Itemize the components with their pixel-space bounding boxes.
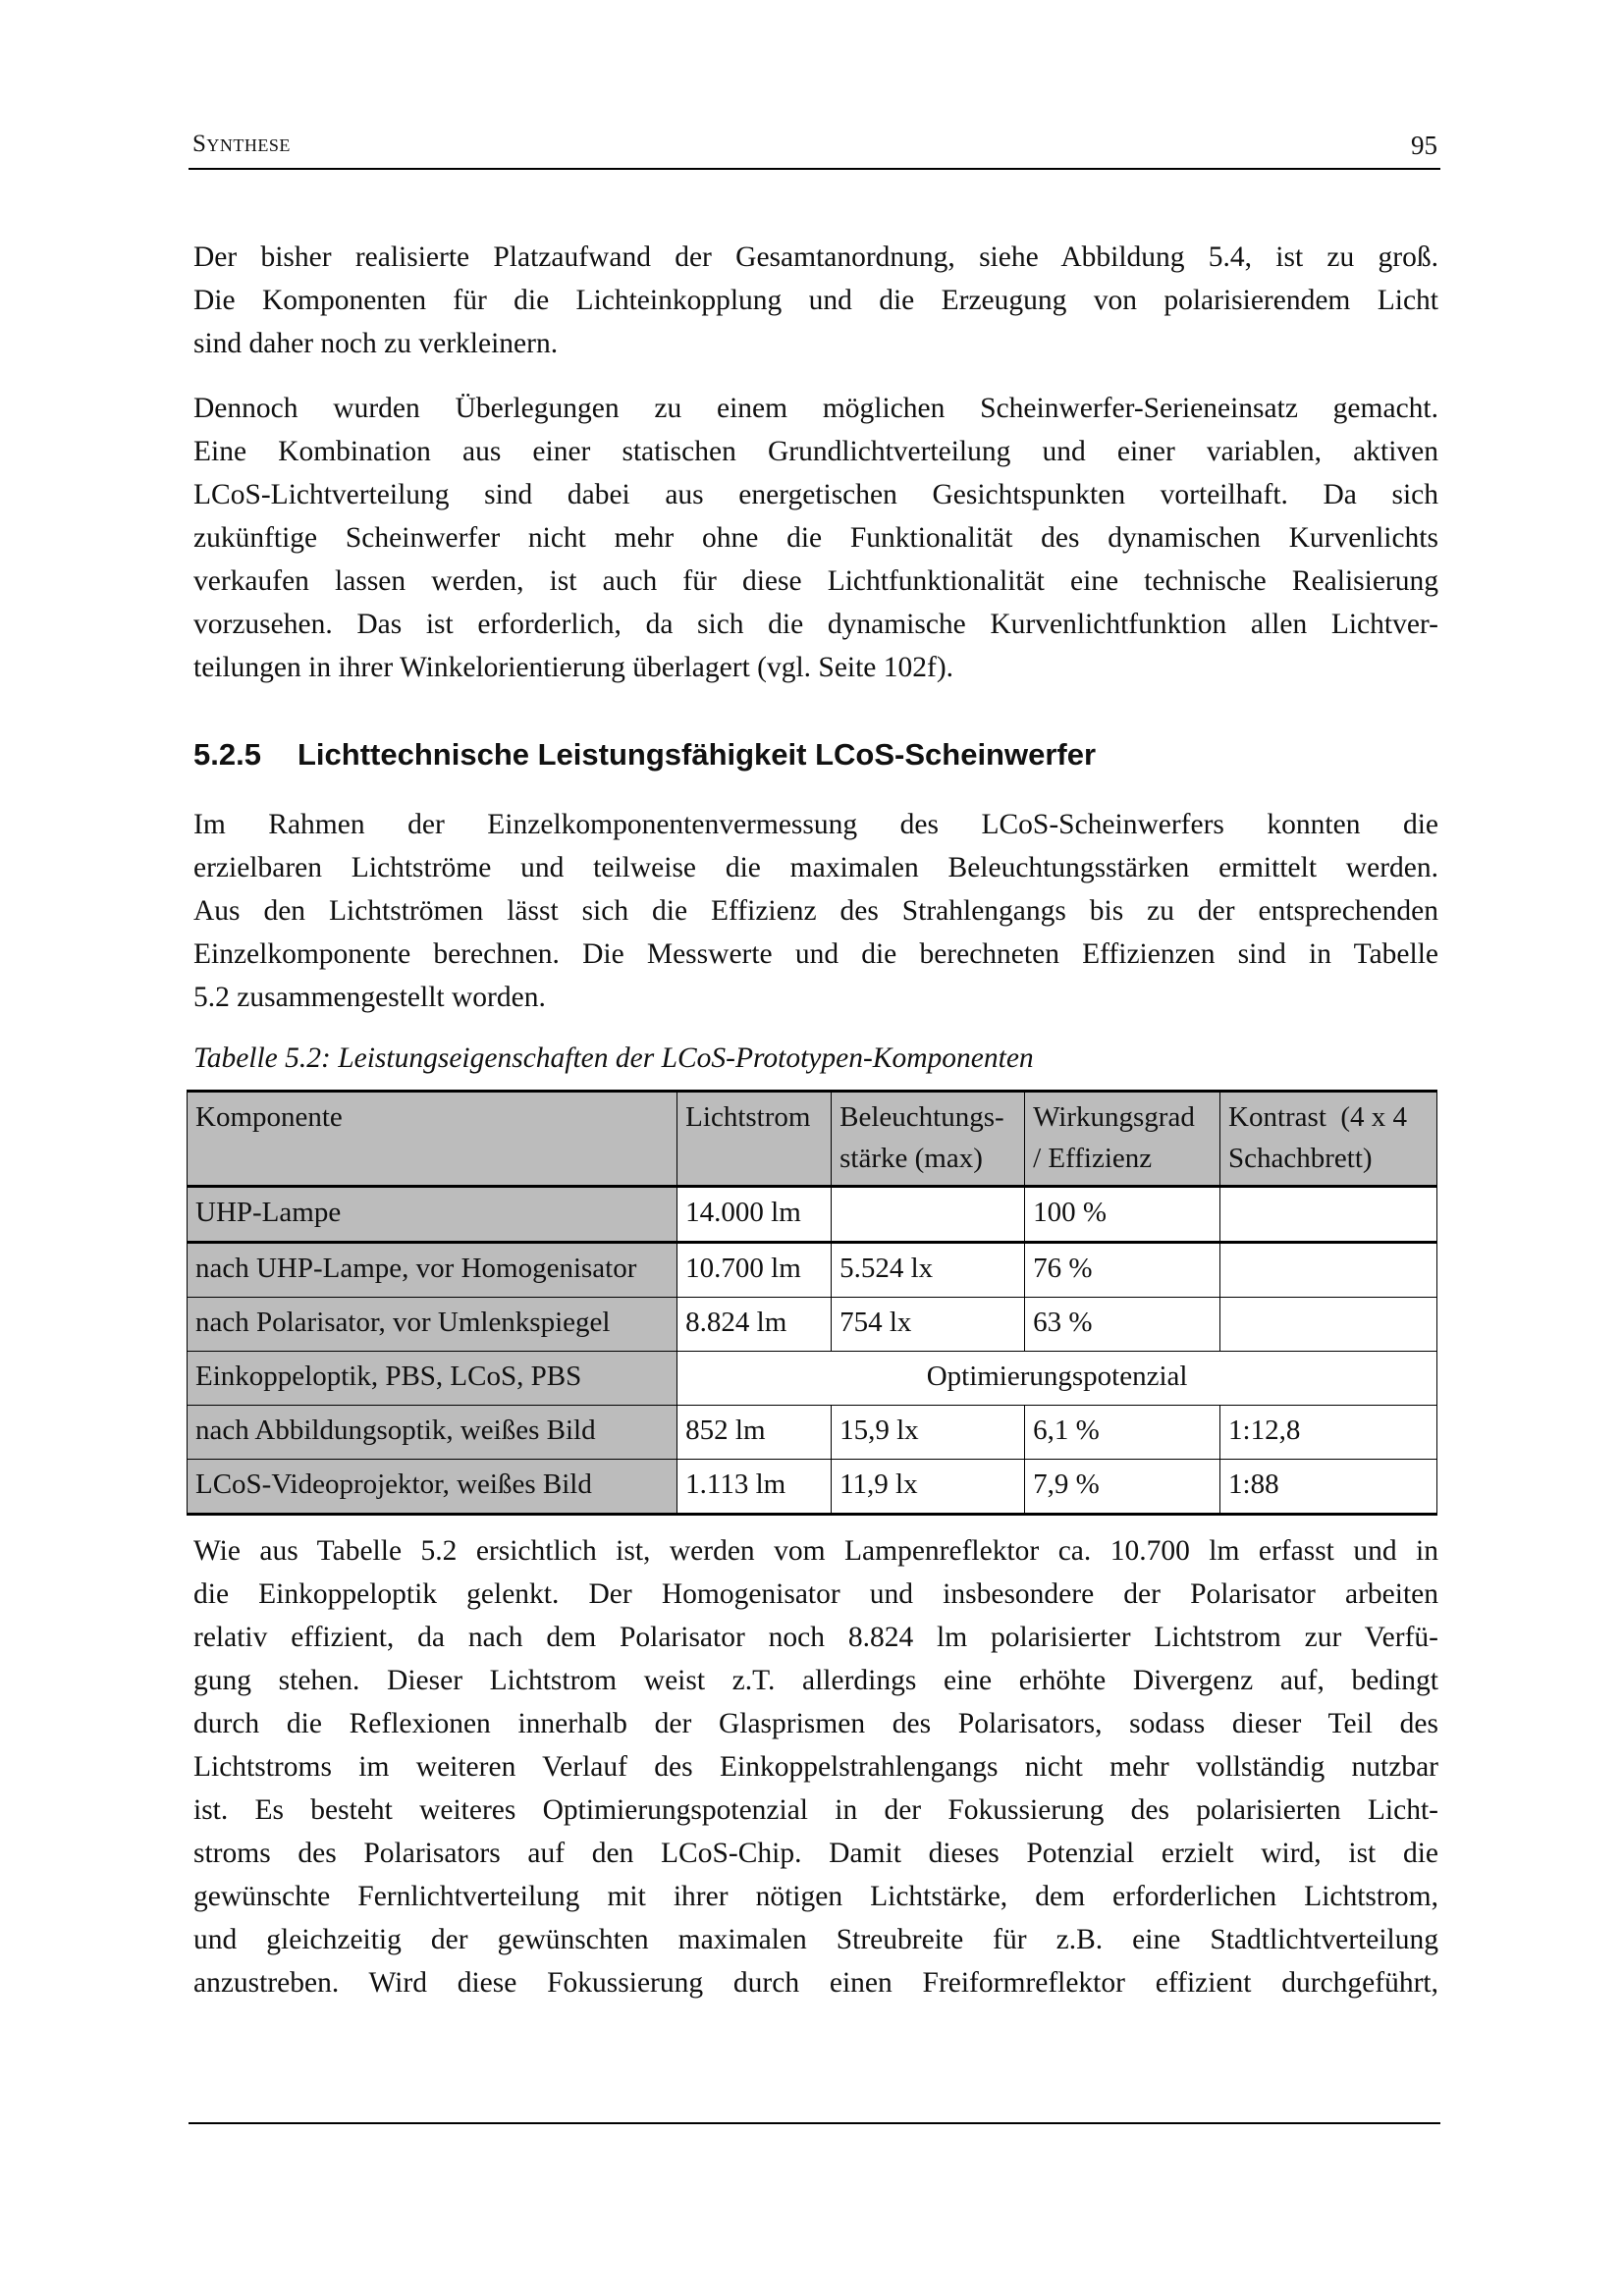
text-line: Aus den Lichtströmen lässt sich die Effizienz des Strahlengangs bis zu der entsprechenden [193,895,1438,927]
section-title: Lichttechnische Leistungsfähigkeit LCoS-Scheinwerfer [298,737,1097,772]
text-line: die Einkoppeloptik gelenkt. Der Homogenisator und insbesondere der Polarisator arbeiten [193,1578,1438,1610]
text-line: zukünftige Scheinwerfer nicht mehr ohne die Funktionalität des dynamischen Kurvenlichts [193,522,1438,554]
text-line: gewünschte Fernlichtverteilung mit ihrer nötigen Lichtstärke, dem erforderlichen Lichtstrom, [193,1881,1438,1912]
table-row [188,1187,1437,1243]
cell-komponente: nach UHP-Lampe, vor Homogenisator [188,1243,677,1298]
text-line: durch die Reflexionen innerhalb der Glasprismen des Polarisators, sodass dieser Teil des [193,1708,1438,1739]
text-line: Wie aus Tabelle 5.2 ersichtlich ist, werden vom Lampenreflektor ca. 10.700 lm erfasst und in [193,1535,1438,1567]
footer-rule [189,2122,1440,2124]
text-line: Lichtstroms im weiteren Verlauf des Einkoppelstrahlengangs nicht mehr vollständig nutzbar [193,1751,1438,1783]
text-line: relativ effizient, da nach dem Polarisator noch 8.824 lm polarisierter Lichtstrom zur Verfü- [193,1622,1438,1653]
cell-beleuchtung [832,1187,1025,1243]
cell-kontrast [1220,1243,1437,1298]
header-text: Schachbrett) [1228,1143,1373,1174]
cell-lichtstrom: 852 lm [677,1406,832,1460]
chapter-title: Synthese [192,131,291,157]
text-line: anzustreben. Wird diese Fokussierung durch einen Freiformreflektor effizient durchgeführt, [193,1967,1438,1999]
text-line: teilungen in ihrer Winkelorientierung überlagert (vgl. Seite 102f). [193,652,954,683]
header-text: Kontrast (4 x 4 [1228,1101,1408,1133]
header-rule [189,168,1440,170]
paragraph-1 [193,236,1438,365]
text-line: gung stehen. Dieser Lichtstrom weist z.T. allerdings eine erhöhte Divergenz auf, bedingt [193,1665,1438,1696]
text-line: Der bisher realisierte Platzaufwand der Gesamtanordnung, siehe Abbildung 5.4, ist zu groß. [193,241,1438,273]
cell-kontrast [1220,1298,1437,1352]
text-line: verkaufen lassen werden, ist auch für diese Lichtfunktionalität eine technische Realisierung [193,565,1438,597]
header-kontrast [1220,1092,1437,1187]
header-wirkungsgrad [1025,1092,1220,1187]
cell-beleuchtung: 11,9 lx [832,1460,1025,1515]
table-row [188,1406,1437,1460]
text-line: Einzelkomponente berechnen. Die Messwerte und die berechneten Effizienzen sind in Tabelle [193,938,1438,970]
header-lichtstrom: Lichtstrom [677,1092,832,1187]
cell-komponente: nach Abbildungsoptik, weißes Bild [188,1406,677,1460]
table-row [188,1352,1437,1406]
cell-lichtstrom: 8.824 lm [677,1298,832,1352]
header-komponente: Komponente [188,1092,677,1187]
text-line: Im Rahmen der Einzelkomponentenvermessung des LCoS-Scheinwerfers konnten die [193,809,1438,840]
text-line: Die Komponenten für die Lichteinkopplung und die Erzeugung von polarisierendem Licht [193,285,1438,316]
header-text: Wirkungsgrad [1033,1101,1195,1133]
text-line: Eine Kombination aus einer statischen Grundlichtverteilung und einer variablen, aktiven [193,436,1438,467]
text-line: und gleichzeitig der gewünschten maximalen Streubreite für z.B. eine Stadtlichtverteilung [193,1924,1438,1955]
cell-komponente: Einkoppeloptik, PBS, LCoS, PBS [188,1352,677,1406]
cell-komponente: LCoS-Videoprojektor, weißes Bild [188,1460,677,1515]
header-text: / Effizienz [1033,1143,1153,1174]
paragraph-2 [193,387,1438,689]
cell-wirkung: 63 % [1025,1298,1220,1352]
table-row [188,1460,1437,1515]
text-line: ist. Es besteht weiteres Optimierungspotenzial in der Fokussierung des polarisierten Licht- [193,1794,1438,1826]
text-line: Dennoch wurden Überlegungen zu einem möglichen Scheinwerfer-Serieneinsatz gemacht. [193,393,1438,424]
cell-lichtstrom: 14.000 lm [677,1187,832,1243]
cell-komponente: UHP-Lampe [188,1187,677,1243]
cell-beleuchtung: 754 lx [832,1298,1025,1352]
text-line: stroms des Polarisators auf den LCoS-Chip. Damit dieses Potenzial erzielt wird, ist die [193,1838,1438,1869]
page-number: 95 [1411,131,1437,160]
table-row [188,1298,1437,1352]
paragraph-3 [193,803,1438,1019]
cell-wirkung: 7,9 % [1025,1460,1220,1515]
cell-wirkung: 76 % [1025,1243,1220,1298]
cell-merged-note: Optimierungspotenzial [677,1352,1437,1406]
performance-table [187,1090,1437,1516]
text-line: LCoS-Lichtverteilung sind dabei aus energetischen Gesichtspunkten vorteilhaft. Da sich [193,479,1438,510]
cell-kontrast [1220,1187,1437,1243]
text-line: vorzusehen. Das ist erforderlich, da sich die dynamische Kurvenlichtfunktion allen Lichtver- [193,609,1438,640]
section-number: 5.2.5 [193,737,261,772]
paragraph-4 [193,1529,1438,2004]
text-line: sind daher noch zu verkleinern. [193,328,559,359]
cell-komponente: nach Polarisator, vor Umlenkspiegel [188,1298,677,1352]
cell-kontrast: 1:88 [1220,1460,1437,1515]
cell-lichtstrom: 1.113 lm [677,1460,832,1515]
cell-kontrast: 1:12,8 [1220,1406,1437,1460]
header-beleuchtungsstaerke [832,1092,1025,1187]
table-header-row [188,1092,1437,1187]
cell-wirkung: 6,1 % [1025,1406,1220,1460]
table-row [188,1243,1437,1298]
section-heading [193,737,1096,773]
cell-lichtstrom: 10.700 lm [677,1243,832,1298]
text-line: 5.2 zusammengestellt worden. [193,982,546,1013]
text-line: erzielbaren Lichtströme und teilweise die maximalen Beleuchtungsstärken ermittelt werden. [193,852,1438,883]
header-text: stärke (max) [839,1143,983,1174]
header-text: Beleuchtungs- [839,1101,1004,1133]
table-caption: Tabelle 5.2: Leistungseigenschaften der LCoS-Prototypen-Komponenten [193,1042,1034,1074]
cell-wirkung: 100 % [1025,1187,1220,1243]
cell-beleuchtung: 15,9 lx [832,1406,1025,1460]
cell-beleuchtung: 5.524 lx [832,1243,1025,1298]
running-head [192,131,1439,166]
